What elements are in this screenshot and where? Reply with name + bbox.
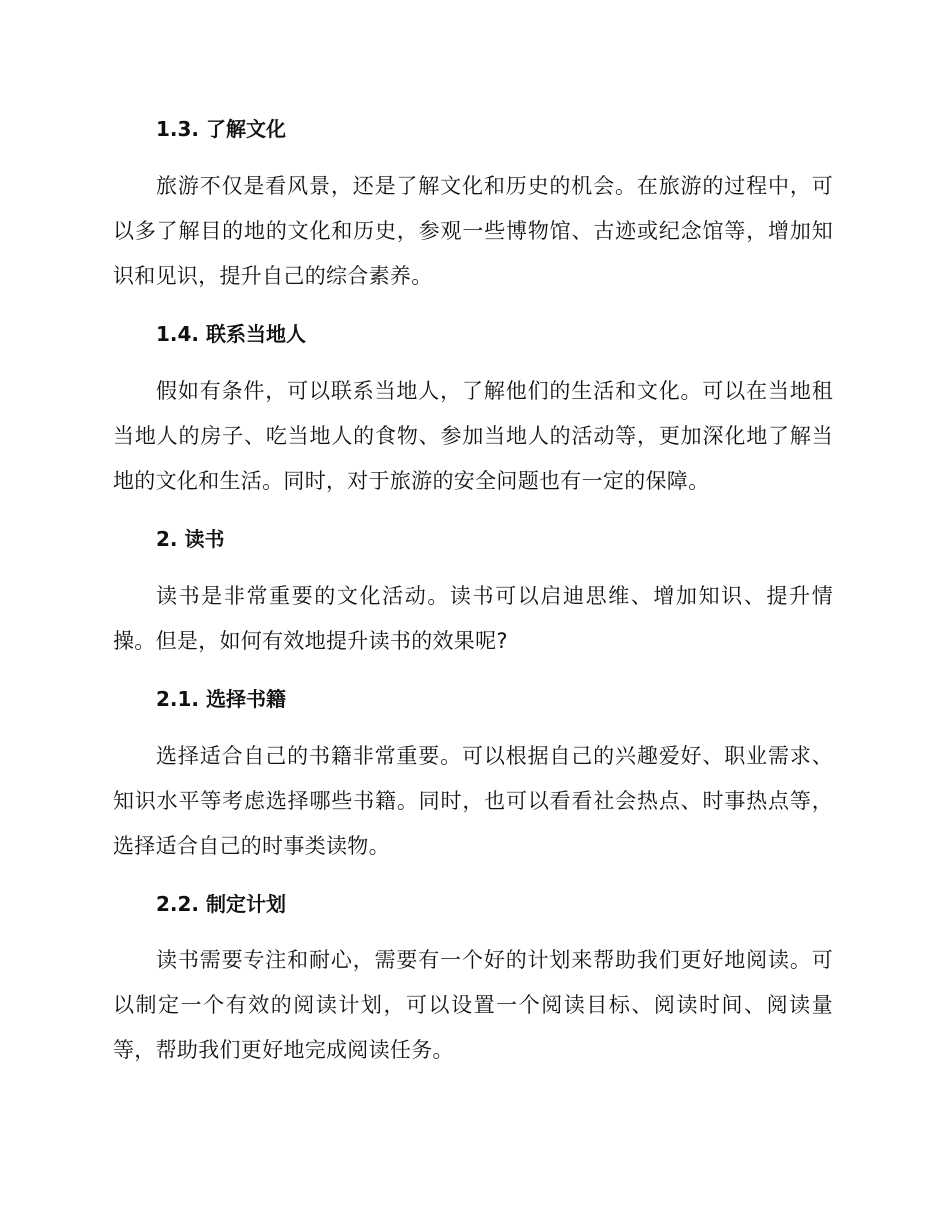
- heading-2-2: 2.2. 制定计划: [156, 892, 286, 916]
- heading-1-3: 1.3. 了解文化: [156, 117, 286, 141]
- paragraph-contact-locals: 假如有条件，可以联系当地人，了解他们的生活和文化。可以在当地租当地人的房子、吃当地人的食物、参加当地人的活动等，更加深化地了解当地的文化和生活。同时，对于旅游的安全问题也有一定的保障。: [113, 379, 833, 493]
- paragraph-understand-culture: 旅游不仅是看风景，还是了解文化和历史的机会。在旅游的过程中，可以多了解目的地的文化和历史，参观一些博物馆、古迹或纪念馆等，增加知识和见识，提升自己的综合素养。: [113, 174, 833, 288]
- paragraph-make-plan: 读书需要专注和耐心，需要有一个好的计划来帮助我们更好地阅读。可以制定一个有效的阅读计划，可以设置一个阅读目标、阅读时间、阅读量等，帮助我们更好地完成阅读任务。: [113, 948, 833, 1062]
- paragraph-reading: 读书是非常重要的文化活动。读书可以启迪思维、增加知识、提升情操。但是，如何有效地提升读书的效果呢?: [113, 584, 833, 653]
- heading-2: 2. 读书: [156, 527, 225, 551]
- heading-2-1: 2.1. 选择书籍: [156, 687, 286, 711]
- heading-1-4: 1.4. 联系当地人: [156, 322, 306, 346]
- paragraph-choose-books: 选择适合自己的书籍非常重要。可以根据自己的兴趣爱好、职业需求、知识水平等考虑选择哪些书籍。同时，也可以看看社会热点、时事热点等，选择适合自己的时事类读物。: [113, 744, 833, 858]
